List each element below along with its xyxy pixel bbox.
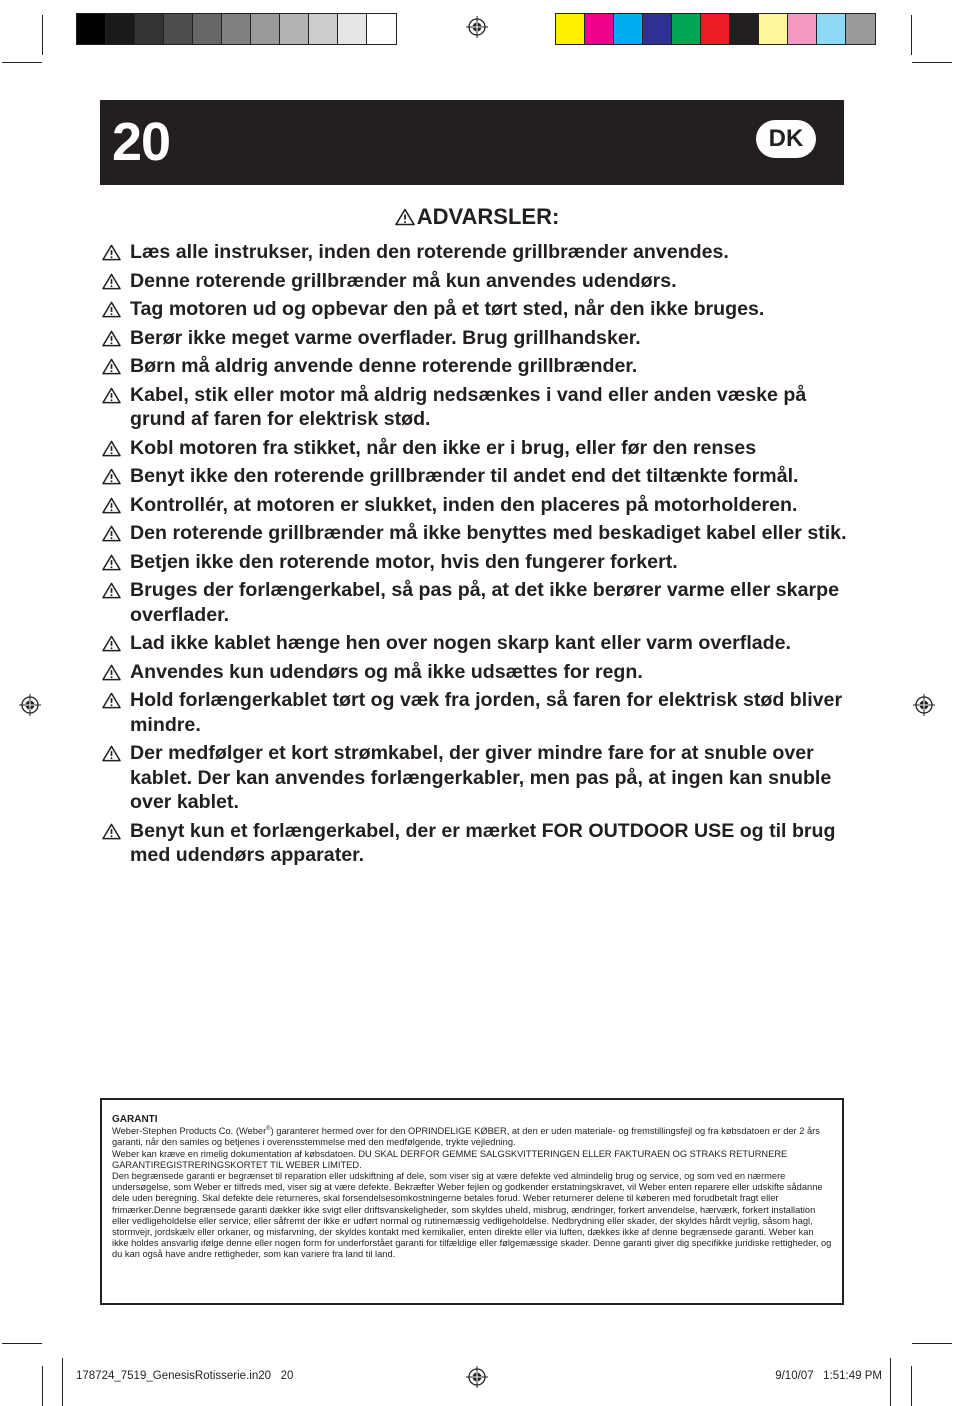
warning-triangle-icon xyxy=(102,301,121,318)
crop-mark xyxy=(912,1343,952,1344)
guarantee-intro-end: ) garanterer hermed over for den OPRINDELIGE KØBER, at den er uden materiale- og fremstillingsfejl og fra købsdatoen er der 2 års garanti, når den samles og betjenes i overensstemmelse med den medfølgende, trykte vejledning. xyxy=(112,1126,820,1148)
color-swatch xyxy=(135,14,164,44)
warning-text: Bruges der forlængerkabel, så pas på, at det ikke berører varme eller skarpe overflader. xyxy=(130,579,839,626)
warning-item xyxy=(102,326,852,351)
color-swatch xyxy=(643,14,672,44)
warning-text: Læs alle instrukser, inden den roterende grillbrænder anvendes. xyxy=(130,241,729,263)
warning-text: Lad ikke kablet hænge hen over nogen skarp kant eller varm overflade. xyxy=(130,632,791,654)
warning-text: Kabel, stik eller motor må aldrig nedsænkes i vand eller anden væske på grund af faren for elektrisk stød. xyxy=(130,383,807,430)
warning-triangle-icon xyxy=(102,582,121,599)
warning-triangle-icon xyxy=(102,387,121,404)
warning-item xyxy=(102,436,852,461)
warning-triangle-icon xyxy=(395,208,415,226)
color-swatch xyxy=(367,14,396,44)
registered-mark: ® xyxy=(266,1126,271,1133)
warning-triangle-icon xyxy=(102,244,121,261)
warning-item xyxy=(102,269,852,294)
color-swatch xyxy=(701,14,730,44)
warning-item xyxy=(102,741,852,815)
warning-text: Benyt ikke den roterende grillbrænder til andet end det tiltænkte formål. xyxy=(130,465,799,487)
warning-text: Kontrollér, at motoren er slukket, inden den placeres på motorholderen. xyxy=(130,493,798,516)
registration-target-icon xyxy=(19,694,41,716)
color-swatch xyxy=(222,14,251,44)
warning-text: Tag motoren ud og opbevar den på et tørt sted, når den ikke bruges. xyxy=(130,298,765,320)
crop-mark xyxy=(912,62,952,63)
color-swatch xyxy=(338,14,367,44)
warning-triangle-icon xyxy=(102,273,121,290)
color-swatch xyxy=(309,14,338,44)
warning-list xyxy=(102,240,852,872)
warning-text: Den roterende grillbrænder må ikke benyttes med beskadiget kabel eller stik. xyxy=(130,522,847,544)
guarantee-paragraph: Weber kan kræve en rimelig dokumentation af købsdatoen. DU SKAL DERFOR GEMME SALGSKVITTERINGEN ELLER FAKTURAEN OG STRAKS RETURNERE GARANTIREGISTRERINGSKORTET TIL WEBER LIMITED. xyxy=(112,1148,788,1170)
warning-item xyxy=(102,240,852,265)
warning-text: Der medfølger et kort strømkabel, der giver mindre fare for at snuble over kablet. Der kan anvendes forlængerkabler, men pas på, at ingen kan snuble over kablet. xyxy=(130,742,832,813)
registration-target-icon xyxy=(466,1366,488,1388)
guarantee-paragraph xyxy=(112,1126,832,1148)
warning-item xyxy=(102,354,852,379)
color-swatch xyxy=(556,14,585,44)
warning-triangle-icon xyxy=(102,468,121,485)
page-number: 20 xyxy=(112,112,171,172)
color-swatch xyxy=(77,14,106,44)
color-swatch xyxy=(164,14,193,44)
guarantee-paragraph: Den begrænsede garanti er begrænset til reparation eller udskiftning af dele, som viser sig at være defekte ved almindelig brug og service, og som ved en nærmere undersøgelse, som Weber er tilfreds med, viser sig at være defekte. Bekræfter Weber fejlen og godkender erstatningskravet, vil Weber enten reparere eller udskifte sådanne dele uden beregning. Skal defekte dele returneres, skal forsendelsesomkostningerne betales forud. Weber returnerer delene til køberen med forudbetalt fragt eller frimærker.Denne begrænsede garanti dækker ikke svigt eller driftsvanskeligheder, som skyldes uheld, misbrug, ændringer, forkert anvendelse, hærværk, forkert installation eller vedligeholdelse eller service, eller såfremt der ikke er udført normal og rutinemæssig vedligeholdelse. Nedbrydning eller skader, der skyldes hårdt vejrlig, såsom hagl, stormvejr, jordskælv eller orkaner, og misfarvning, der skyldes kontakt med kemikalier, enten direkte eller via luften, dækkes ikke af denne begrænsede garanti. Weber kan ikke holdes ansvarlig ifølge denne eller nogen form for underforstået garanti for tilfældige eller følgemæssige skader. Denne garanti giver dig specifikke juridiske rettigheder, og du kan også have andre rettigheder, som kan variere fra land til land. xyxy=(112,1171,832,1260)
warning-item xyxy=(102,578,852,627)
color-swatch xyxy=(788,14,817,44)
warning-triangle-icon xyxy=(102,554,121,571)
warning-triangle-icon xyxy=(102,440,121,457)
warning-triangle-icon xyxy=(102,823,121,840)
warning-item xyxy=(102,550,852,575)
registration-target-icon xyxy=(466,16,488,38)
warning-text: Berør ikke meget varme overflader. Brug grillhandsker. xyxy=(130,326,641,349)
color-swatch xyxy=(730,14,759,44)
color-swatch xyxy=(193,14,222,44)
color-swatch xyxy=(251,14,280,44)
crop-mark xyxy=(2,1343,42,1344)
warnings-title-text: ADVARSLER: xyxy=(416,204,560,229)
warning-text: Hold forlængerkablet tørt og væk fra jorden, så faren for elektrisk stød bliver mindre. xyxy=(130,689,843,736)
warning-text: Betjen ikke den roterende motor, hvis den fungerer forkert. xyxy=(130,550,678,573)
warning-triangle-icon xyxy=(102,358,121,375)
warning-text: Anvendes kun udendørs og må ikke udsættes for regn. xyxy=(130,660,643,683)
guarantee-box xyxy=(100,1098,844,1305)
crop-mark xyxy=(62,1358,63,1406)
guarantee-intro-start: Weber-Stephen Products Co. (Weber xyxy=(112,1126,267,1137)
warning-item xyxy=(102,660,852,685)
warning-triangle-icon xyxy=(102,525,121,542)
crop-mark xyxy=(890,1358,891,1406)
guarantee-heading: GARANTI xyxy=(112,1114,158,1125)
warning-text: Kobl motoren fra stikket, når den ikke er i brug, eller før den renses xyxy=(130,436,757,459)
warning-triangle-icon xyxy=(102,692,121,709)
warning-item xyxy=(102,688,852,737)
registration-target-icon xyxy=(913,694,935,716)
file-slug: 178724_7519_GenesisRotisserie.in20 20 xyxy=(76,1370,294,1382)
page-header-band xyxy=(100,100,844,185)
warnings-heading xyxy=(0,204,954,230)
warning-text: Benyt kun et forlængerkabel, der er mærket FOR OUTDOOR USE og til brug med udendørs apparater. xyxy=(130,819,836,866)
color-swatch xyxy=(846,14,875,44)
crop-mark xyxy=(42,15,43,55)
crop-mark xyxy=(2,62,42,63)
language-badge: DK xyxy=(756,120,816,158)
warning-item xyxy=(102,521,852,546)
process-color-bar xyxy=(555,13,876,45)
warning-triangle-icon xyxy=(102,664,121,681)
warning-item xyxy=(102,464,852,489)
color-swatch xyxy=(759,14,788,44)
color-swatch xyxy=(585,14,614,44)
warning-item xyxy=(102,493,852,518)
crop-mark xyxy=(911,1366,912,1406)
color-swatch xyxy=(614,14,643,44)
print-timestamp: 9/10/07 1:51:49 PM xyxy=(775,1370,882,1382)
warning-triangle-icon xyxy=(102,745,121,762)
warning-triangle-icon xyxy=(102,635,121,652)
crop-mark xyxy=(911,15,912,55)
color-swatch xyxy=(672,14,701,44)
warning-text: Denne roterende grillbrænder må kun anvendes udendørs. xyxy=(130,269,677,292)
warning-triangle-icon xyxy=(102,497,121,514)
warning-triangle-icon xyxy=(102,330,121,347)
warning-item xyxy=(102,297,852,322)
color-swatch xyxy=(817,14,846,44)
warning-item xyxy=(102,631,852,656)
warning-text: Børn må aldrig anvende denne roterende grillbrænder. xyxy=(130,355,638,377)
warning-item xyxy=(102,819,852,868)
color-swatch xyxy=(106,14,135,44)
crop-mark xyxy=(42,1366,43,1406)
color-swatch xyxy=(280,14,309,44)
grayscale-color-bar xyxy=(76,13,397,45)
warning-item xyxy=(102,383,852,432)
